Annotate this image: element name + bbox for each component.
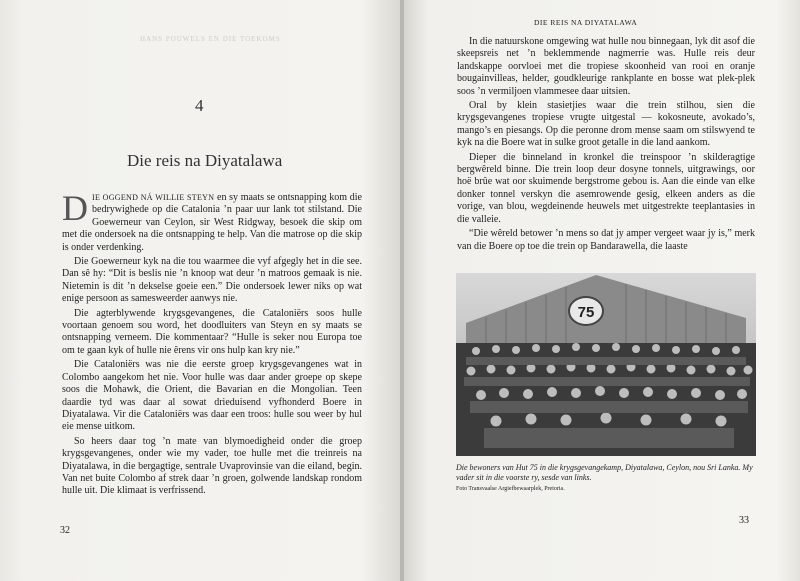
paragraph: In die natuurskone omgewing wat hulle nou binnegaan, lyk dit asof die skeepsreis net ’n beklemmende nagmerrie was. Hulle reis deur landskappe oorvloei met die tropiese skoonheid van rooi en oranje bougainvilleas, helder, goudkleurige rankplante en bosse wat plek-plek soos ’n vermiljoen vlammesee daar uitsien.	[457, 36, 755, 97]
paragraph: Die Cataloniërs was nie die eerste groep krygsgevangenes wat in Colombo aangekom het nie. Voor hulle was daar ander groepe op skepe soos die Mohawk, die Orient, die Bavarian en die Mongolian. Teen daardie tyd was daar al sowat drieduisend vyfhonderd Boere in Diyatalawa. Vir die Cataloniërs was daar een troos: hulle sou weer by hul eie mense uitkom.	[62, 359, 362, 433]
group-photo	[456, 273, 756, 456]
page-number: 32	[60, 525, 70, 536]
hut-sign-text: 75	[577, 304, 595, 321]
drop-cap: D	[62, 188, 88, 228]
paragraph-text: en sy maats se ontsnapping kom die bedrywighede op die Catalonia ’n paar uur lank tot stilstand. Die Goewerneur van Ceylon, sir West Ridgway, besoek die skip om met die ondersoek na die ontsnapping te help. Van die matrose op die skip is onder verdenking.	[62, 192, 362, 253]
left-body-text	[62, 188, 362, 500]
page-number: 33	[739, 515, 749, 526]
photo-credit: Foto Transvaalse Argiefbewaarplek, Pretoria.	[456, 486, 565, 492]
lead-smallcaps: IE OGGEND NÁ WILLIE STEYN	[92, 193, 215, 202]
ghost-header: HANS POUWELS EN DIE TOEKOMS	[140, 35, 281, 43]
chapter-number: 4	[195, 96, 204, 115]
running-head: DIE REIS NA DIYATALAWA	[534, 18, 638, 27]
right-body-text	[457, 36, 755, 255]
right-page	[404, 0, 800, 581]
paragraph: Die agterblywende krygsgevangenes, die Cataloniërs soos hulle voortaan genoem sou word, het doodluiters van Steyn en sy maats se ontsnapping verneem. Die kommentaar? “Hulle is seker nou Europa toe om te gaan kyk of hulle nie êrens vir ons hulp kan kry nie.”	[62, 307, 362, 356]
paragraph: “Die wêreld betower ’n mens so dat jy amper vergeet waar jy is,” merk van die Boere op toe die trein op Bandarawella, die laaste	[457, 228, 755, 252]
paragraph: Dieper die binneland in kronkel die treinspoor ’n skilderagtige bergwêreld binne. Die trein loop deur dosyne tonnels, uitgrawings, oor hoë brûe wat oor skuimende bergstrome gebou is. Aan die einde van elke donker tonnel verskyn die asemrowende gesig, elkeen anders as die vorige, van blou, wegdeinende heuwels met uitgestrekte teeplantasies in die valleie.	[457, 151, 755, 225]
chapter-title: Die reis na Diyatalawa	[127, 151, 283, 170]
photo-caption: Die bewoners van Hut 75 in die krygsgevangekamp, Diyatalawa, Ceylon, nou Sri Lanka. My vader sit in die voorste ry, sesde van links.	[456, 463, 753, 482]
paragraph: Oral by klein stasietjies waar die trein stilhou, sien die krygsgevangenes tropiese vrugte uitgestal — kokosneute, avokado’s, mango’s en piesangs. Op die peronne drom mense saam om stilswyend te kyk na die Boere wat in sulke groot getalle in die land aankom.	[457, 100, 755, 149]
paragraph: So heers daar tog ’n mate van blymoedigheid onder die groep krygsgevangenes, onder wie my vader, toe hulle met die treinreis na Diyatalawa, in die bergagtige, sentrale Uvaprovinsie van die eiland, begin. Van net buite Colombo af strek daar ’n groen, golwende landskap rondom hulle uit. Die klimaat is verfrissend.	[62, 435, 362, 497]
group-photo-illustration	[456, 273, 756, 456]
paragraph	[62, 188, 362, 254]
paragraph: Die Goewerneur kyk na die tou waarmee die vyf afgegly het in die see. Dan sê hy: “Dit is beslis nie ’n knoop wat deur ’n matroos gemaak is nie. Nietemin is dit ’n dekselse goeie een.” Die ondersoek lewer niks op wat enige persoon as samesweerder aanwys nie.	[62, 256, 362, 305]
